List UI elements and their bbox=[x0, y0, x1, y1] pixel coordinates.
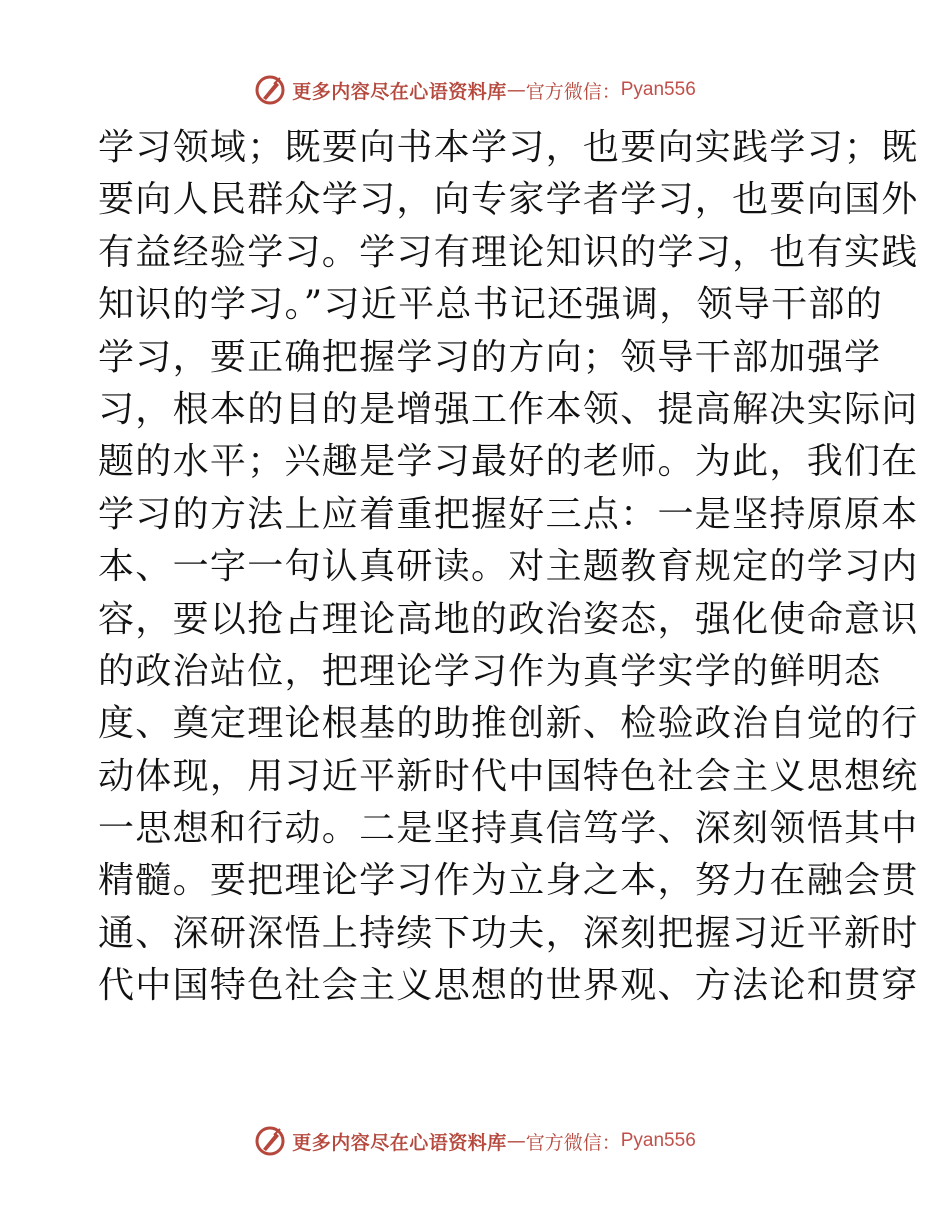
banner-wechat-label: 官方微信： bbox=[525, 80, 621, 103]
text-line: 精髓。要把理论学习作为立身之本，努力在融会贯 bbox=[98, 860, 919, 902]
banner-wechat-label: 官方微信： bbox=[525, 1131, 621, 1154]
text-line: 代中国特色社会主义思想的世界观、方法论和贯穿 bbox=[98, 965, 919, 1007]
banner-wechat-id: Pyan556 bbox=[620, 1130, 696, 1151]
body-text bbox=[98, 122, 919, 1013]
banner-separator: — bbox=[506, 1130, 526, 1152]
text-line: 学习的方法上应着重把握好三点：一是坚持原原本 bbox=[98, 493, 919, 535]
text-line: 动体现，用习近平新时代中国特色社会主义思想统 bbox=[98, 755, 919, 797]
header-banner bbox=[0, 72, 950, 108]
text-line: 一思想和行动。二是坚持真信笃学、深刻领悟其中 bbox=[98, 808, 919, 850]
quill-circle-logo-icon bbox=[254, 74, 286, 106]
text-line: 习，根本的目的是增强工作本领、提高解决实际问 bbox=[98, 388, 919, 430]
banner-site-name: 更多内容尽在心语资料库 bbox=[292, 80, 507, 103]
quill-circle-logo-icon bbox=[254, 1125, 286, 1157]
banner-separator: — bbox=[506, 79, 526, 101]
text-line: 知识的学习。”习近平总书记还强调，领导干部的 bbox=[98, 284, 884, 326]
banner-site-name: 更多内容尽在心语资料库 bbox=[292, 1131, 507, 1154]
footer-banner bbox=[0, 1123, 950, 1159]
text-line: 学习，要正确把握学习的方向；领导干部加强学 bbox=[98, 336, 882, 378]
text-line: 容，要以抢占理论高地的政治姿态，强化使命意识 bbox=[98, 598, 919, 640]
text-line: 要向人民群众学习，向专家学者学习，也要向国外 bbox=[98, 179, 919, 221]
text-line: 本、一字一句认真研读。对主题教育规定的学习内 bbox=[98, 546, 919, 588]
text-line: 学习领域；既要向书本学习，也要向实践学习；既 bbox=[98, 127, 919, 168]
text-line: 的政治站位，把理论学习作为真学实学的鲜明态 bbox=[98, 650, 882, 692]
text-line: 题的水平；兴趣是学习最好的老师。为此，我们在 bbox=[98, 441, 919, 483]
banner-wechat-id: Pyan556 bbox=[620, 79, 696, 100]
text-line: 有益经验学习。学习有理论知识的学习，也有实践 bbox=[98, 231, 919, 273]
text-line: 通、深研深悟上持续下功夫，深刻把握习近平新时 bbox=[98, 912, 919, 954]
text-line: 度、奠定理论根基的助推创新、检验政治自觉的行 bbox=[98, 703, 919, 745]
